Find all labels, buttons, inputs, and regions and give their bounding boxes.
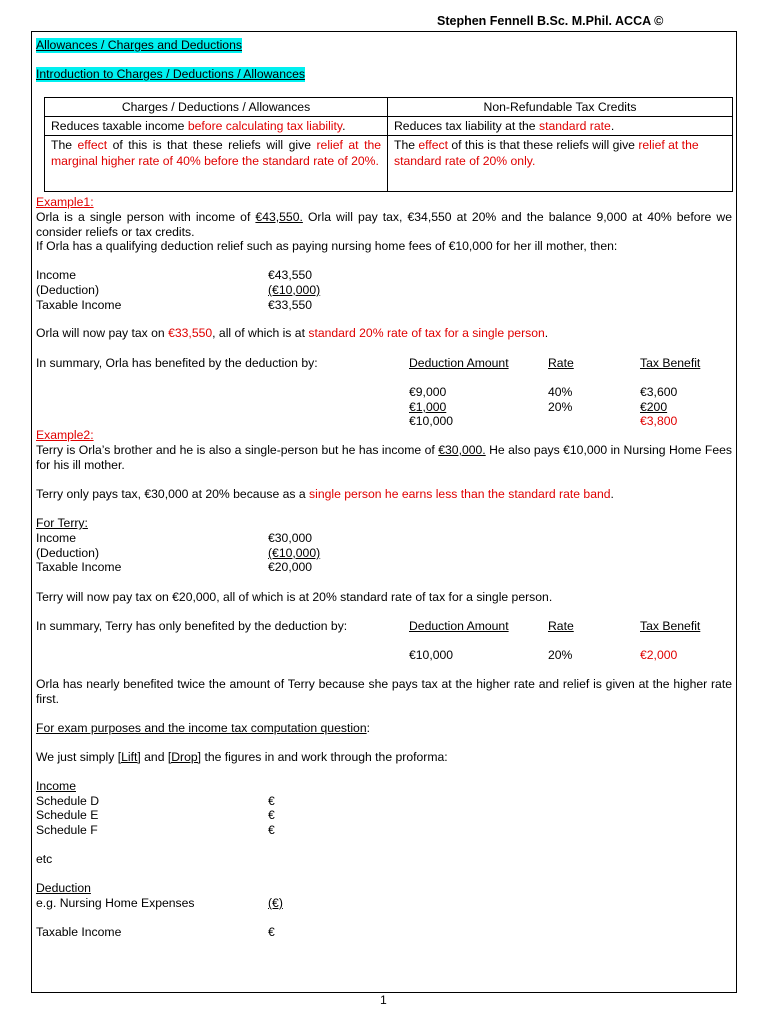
ex2-income-label: Income — [36, 531, 76, 545]
schedule-f-value: € — [268, 823, 275, 837]
example1-para1: Orla is a single person with income of €43,550. Orla will pay tax, €34,550 at 20% and the balance 9,000 at 40% before we consider reliefs or tax credits. — [36, 210, 732, 239]
ex2-benefit: €2,000 — [640, 648, 678, 662]
example1-summary: In summary, Orla has benefited by the deduction by: — [36, 356, 318, 370]
col-head-charges: Charges / Deductions / Allowances — [45, 98, 388, 117]
ex2-taxable-value: €20,000 — [268, 560, 313, 574]
schedule-e-label: Schedule E — [36, 808, 99, 822]
exam-heading: For exam purposes and the income tax computation question: — [36, 721, 370, 735]
example1-para3: Orla will now pay tax on €33,550, all of which is at standard 20% rate of tax for a single person. — [36, 326, 549, 340]
ex1-benefit-total: €3,800 — [640, 414, 678, 428]
ex1-income-label: Income — [36, 268, 76, 282]
ex2-head-benefit: Tax Benefit — [640, 619, 701, 633]
row2-credits: The effect of this is that these reliefs will give relief at the standard rate of 20% only. — [388, 136, 733, 192]
ex1-amount-1: €9,000 — [409, 385, 447, 399]
proforma-taxable-value: € — [268, 925, 275, 939]
intro-title: Introduction to Charges / Deductions / Allowances — [36, 67, 305, 81]
row1-credits: Reduces tax liability at the standard rate. — [388, 117, 733, 136]
schedule-d-label: Schedule D — [36, 794, 100, 808]
ex1-rate-1: 40% — [548, 385, 573, 399]
example1-label: Example1: — [36, 195, 94, 209]
example2-para3: Terry will now pay tax on €20,000, all of which is at 20% standard rate of tax for a single person. — [36, 590, 553, 604]
row2-charges: The effect of this is that these reliefs will give relief at the marginal higher rate of 40% before the standard rate of 20%. — [45, 136, 388, 192]
ex1-head-rate: Rate — [548, 356, 574, 370]
example2-para2: Terry only pays tax, €30,000 at 20% because as a single person he earns less than the standard rate band. — [36, 487, 614, 501]
ex1-head-benefit: Tax Benefit — [640, 356, 701, 370]
ex1-amount-2: €1,000 — [409, 400, 447, 414]
ex1-income-value: €43,550 — [268, 268, 313, 282]
lift-drop-line: We just simply [Lift] and [Drop] the figures in and work through the proforma: — [36, 750, 448, 764]
ex1-head-amount: Deduction Amount — [409, 356, 509, 370]
for-terry-heading: For Terry: — [36, 516, 88, 530]
ex1-benefit-2: €200 — [640, 400, 668, 414]
comparison-table — [44, 97, 733, 192]
proforma-income-heading: Income — [36, 779, 76, 793]
ex1-deduction-value: (€10,000) — [268, 283, 321, 297]
nursing-home-label: e.g. Nursing Home Expenses — [36, 896, 195, 910]
example1-para2: If Orla has a qualifying deduction relief such as paying nursing home fees of €10,000 for her ill mother, then: — [36, 239, 618, 253]
row1-charges: Reduces taxable income before calculating tax liability. — [45, 117, 388, 136]
proforma-etc: etc — [36, 852, 53, 866]
ex2-head-amount: Deduction Amount — [409, 619, 509, 633]
page-number: 1 — [380, 993, 387, 1007]
conclusion-para: Orla has nearly benefited twice the amount of Terry because she pays tax at the higher rate and relief is given at the higher rate first. — [36, 677, 732, 706]
ex2-deduction-label: (Deduction) — [36, 546, 99, 560]
ex1-benefit-1: €3,600 — [640, 385, 678, 399]
ex2-rate: 20% — [548, 648, 573, 662]
ex1-taxable-value: €33,550 — [268, 298, 313, 312]
example2-summary: In summary, Terry has only benefited by the deduction by: — [36, 619, 348, 633]
ex1-deduction-label: (Deduction) — [36, 283, 99, 297]
nursing-home-value: (€) — [268, 896, 283, 910]
proforma-deduction-heading: Deduction — [36, 881, 91, 895]
col-head-credits: Non-Refundable Tax Credits — [388, 98, 733, 117]
ex1-rate-2: 20% — [548, 400, 573, 414]
ex2-head-rate: Rate — [548, 619, 574, 633]
ex2-taxable-label: Taxable Income — [36, 560, 122, 574]
schedule-e-value: € — [268, 808, 275, 822]
ex2-amount: €10,000 — [409, 648, 454, 662]
example2-label: Example2: — [36, 428, 94, 442]
author-header: Stephen Fennell B.Sc. M.Phil. ACCA © — [437, 14, 664, 28]
ex1-amount-total: €10,000 — [409, 414, 454, 428]
ex2-deduction-value: (€10,000) — [268, 546, 321, 560]
main-title: Allowances / Charges and Deductions — [36, 38, 242, 52]
proforma-taxable-label: Taxable Income — [36, 925, 122, 939]
ex2-income-value: €30,000 — [268, 531, 313, 545]
ex1-taxable-label: Taxable Income — [36, 298, 122, 312]
schedule-d-value: € — [268, 794, 275, 808]
schedule-f-label: Schedule F — [36, 823, 98, 837]
example2-para1: Terry is Orla’s brother and he is also a single-person but he has income of €30,000. He also pays €10,000 in Nursing Home Fees for his ill mother. — [36, 443, 732, 472]
